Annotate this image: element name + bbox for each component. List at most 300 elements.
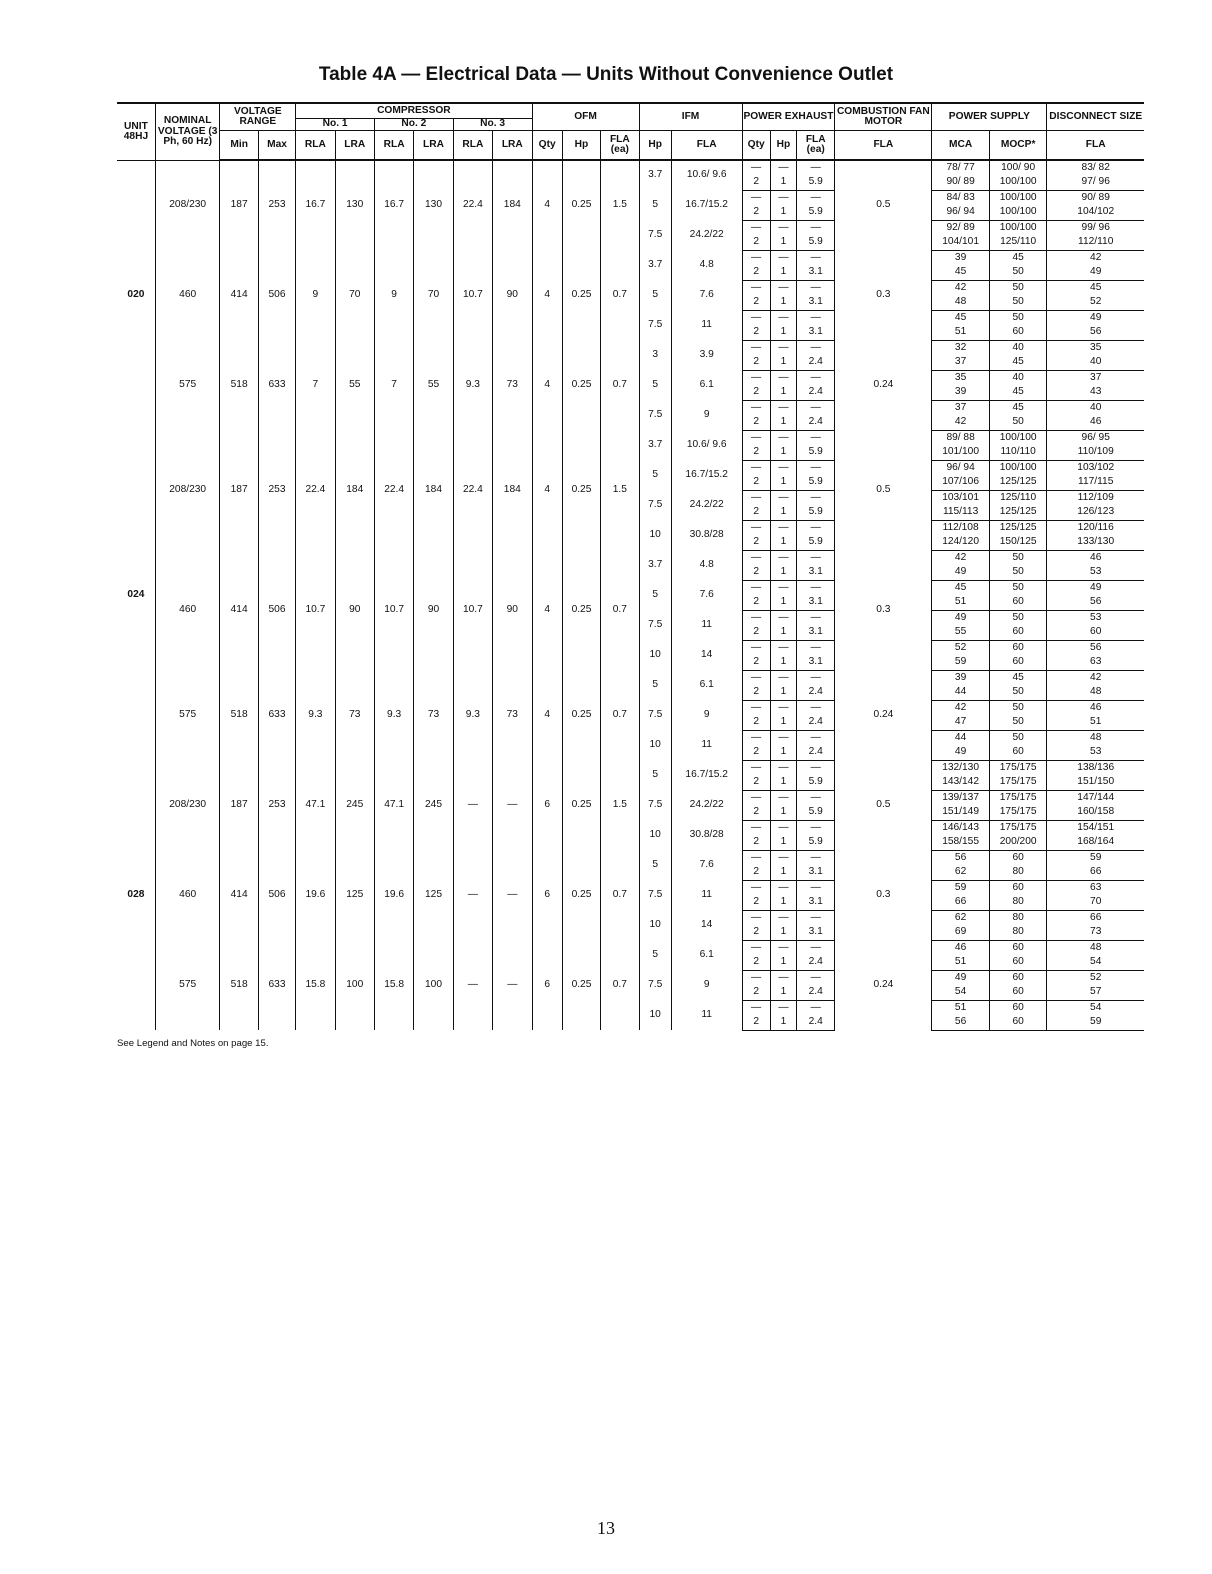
pe-hp-cell: 1 [770,355,796,370]
header-min: Min [220,130,258,160]
pe-qty-cell: — [742,790,770,805]
pe-fla-cell: — [797,220,835,235]
mca-cell: 42 [932,550,990,565]
pe-qty-cell: 2 [742,505,770,520]
c2-rla-cell: 15.8 [374,940,413,1030]
mocp-cell: 100/100 [989,175,1047,190]
combustion-fla-cell: 0.3 [835,250,932,340]
c1-lra-cell: 130 [335,160,374,250]
pe-hp-cell: 1 [770,715,796,730]
c2-rla-cell: 22.4 [374,430,413,550]
ifm-hp-cell: 10 [639,820,671,850]
c2-rla-cell: 9.3 [374,670,413,760]
mocp-cell: 50 [989,580,1047,595]
c2-lra-cell: 70 [414,250,453,340]
disconnect-fla-cell: 110/109 [1047,445,1144,460]
mca-cell: 49 [932,565,990,580]
c3-lra-cell: — [493,850,532,940]
mca-cell: 158/155 [932,835,990,850]
mca-cell: 54 [932,985,990,1000]
mca-cell: 89/ 88 [932,430,990,445]
pe-qty-cell: — [742,880,770,895]
pe-hp-cell: — [770,670,796,685]
c2-lra-cell: 245 [414,760,453,850]
disconnect-fla-cell: 35 [1090,341,1102,353]
pe-qty-cell: — [742,580,770,595]
pe-hp-cell: — [770,580,796,595]
pe-fla-cell: 3.1 [797,265,835,280]
mca-cell: 45 [932,310,990,325]
disconnect-fla-cell: 117/115 [1047,475,1144,490]
pe-qty-cell: — [742,670,770,685]
c1-rla-cell: 19.6 [296,850,335,940]
disconnect-fla-cell: 42 [1090,251,1102,263]
mca-cell: 78/ 77 [932,160,990,175]
voltage-min-cell: 518 [220,340,258,430]
pe-hp-cell: 1 [770,415,796,430]
mocp-cell: 45 [989,250,1047,265]
mocp-cell: 100/100 [989,220,1047,235]
c1-rla-cell: 22.4 [296,430,335,550]
mocp-cell: 175/175 [989,820,1047,835]
disconnect-fla-cell: 126/123 [1047,505,1144,520]
ifm-hp-cell: 7.5 [639,220,671,250]
pe-qty-cell: — [742,280,770,295]
pe-qty-cell: — [742,520,770,535]
table-row [117,940,1144,955]
pe-fla-cell: — [797,1000,835,1015]
pe-fla-cell: 5.9 [797,205,835,220]
c1-lra-cell: 90 [335,550,374,670]
ifm-hp-cell: 3.7 [639,430,671,460]
pe-qty-cell: 2 [742,475,770,490]
pe-qty-cell: — [742,850,770,865]
mca-cell: 39 [932,385,990,400]
table-row [117,340,1144,355]
mocp-cell: 175/175 [989,805,1047,820]
c2-lra-cell: 125 [414,850,453,940]
pe-qty-cell: 2 [742,235,770,250]
pe-qty-cell: — [742,190,770,205]
pe-fla-cell: 5.9 [797,445,835,460]
ifm-fla-cell: 16.7/15.2 [671,190,742,220]
mocp-cell: 45 [989,385,1047,400]
ifm-fla-cell: 4.8 [671,550,742,580]
mca-cell: 55 [932,625,990,640]
pe-qty-cell: — [742,400,770,415]
mocp-cell: 50 [989,715,1047,730]
pe-fla-cell: 2.4 [797,955,835,970]
combustion-fla-cell: 0.24 [835,940,932,1030]
ifm-fla-cell: 16.7/15.2 [671,460,742,490]
pe-hp-cell: — [770,490,796,505]
mca-cell: 66 [932,895,990,910]
pe-hp-cell: 1 [770,805,796,820]
pe-fla-cell: — [797,850,835,865]
disconnect-fla-cell: 51 [1047,715,1144,730]
ifm-fla-cell: 7.6 [671,580,742,610]
mocp-cell: 40 [989,370,1047,385]
ifm-hp-cell: 10 [639,910,671,940]
table-row [117,760,1144,775]
disconnect-fla-cell: 70 [1047,895,1144,910]
ifm-fla-cell: 11 [671,310,742,340]
c3-rla-cell: 22.4 [453,160,492,250]
mca-cell: 51 [932,325,990,340]
c3-rla-cell: 22.4 [453,430,492,550]
disconnect-fla-cell: 53 [1090,611,1102,623]
ifm-fla-cell: 9 [671,970,742,1000]
header-nominal-voltage: NOMINAL VOLTAGE (3 Ph, 60 Hz) [155,103,220,160]
ifm-fla-cell: 10.6/ 9.6 [671,430,742,460]
disconnect-fla-cell: 99/ 96 [1081,221,1110,233]
c3-lra-cell: 184 [493,430,532,550]
pe-qty-cell: 2 [742,925,770,940]
pe-fla-cell: — [797,460,835,475]
pe-fla-cell: — [797,760,835,775]
mocp-cell: 60 [989,985,1047,1000]
c1-rla-cell: 10.7 [296,550,335,670]
table-row [117,670,1144,685]
mca-cell: 151/149 [932,805,990,820]
disconnect-fla-cell: 120/116 [1077,521,1114,533]
ofm-hp-cell: 0.25 [562,550,600,670]
pe-qty-cell: 2 [742,1015,770,1030]
c2-lra-cell: 130 [414,160,453,250]
mocp-cell: 60 [989,325,1047,340]
mocp-cell: 45 [989,670,1047,685]
header-disconnect-size: DISCONNECT SIZE [1047,103,1144,130]
header-pe-fla: FLA (ea) [797,130,835,160]
pe-fla-cell: 5.9 [797,235,835,250]
disconnect-fla-cell: 42 [1090,671,1102,683]
ifm-hp-cell: 5 [639,460,671,490]
mca-cell: 46 [932,940,990,955]
disconnect-fla-cell: 147/144 [1077,791,1115,803]
ifm-fla-cell: 9 [671,400,742,430]
disconnect-fla-cell: 46 [1090,551,1102,563]
pe-hp-cell: — [770,970,796,985]
pe-fla-cell: — [797,400,835,415]
table-row [117,430,1144,445]
ofm-fla-cell: 0.7 [601,340,639,430]
ifm-fla-cell: 11 [671,610,742,640]
header-mca: MCA [932,130,990,160]
ifm-fla-cell: 30.8/28 [671,520,742,550]
ofm-fla-cell: 0.7 [601,550,639,670]
ofm-qty-cell: 4 [532,340,562,430]
ifm-fla-cell: 14 [671,640,742,670]
c3-lra-cell: — [493,940,532,1030]
header-ifm-hp: Hp [639,130,671,160]
footnote: See Legend and Notes on page 15. [117,1038,269,1049]
disconnect-fla-cell: 160/158 [1047,805,1144,820]
ofm-qty-cell: 4 [532,550,562,670]
header-ofm: OFM [532,103,639,130]
pe-qty-cell: 2 [742,775,770,790]
header-c1-lra: LRA [335,130,374,160]
pe-hp-cell: 1 [770,475,796,490]
pe-qty-cell: 2 [742,685,770,700]
mocp-cell: 60 [989,1000,1047,1015]
ifm-hp-cell: 3.7 [639,550,671,580]
ifm-fla-cell: 24.2/22 [671,790,742,820]
ifm-hp-cell: 3.7 [639,250,671,280]
mca-cell: 69 [932,925,990,940]
voltage-min-cell: 518 [220,670,258,760]
header-disconnect-fla: FLA [1047,130,1144,160]
c1-lra-cell: 100 [335,940,374,1030]
disconnect-fla-cell: 48 [1047,685,1144,700]
disconnect-fla-cell: 73 [1047,925,1144,940]
pe-fla-cell: — [797,730,835,745]
header-c1-rla: RLA [296,130,335,160]
ifm-fla-cell: 6.1 [671,940,742,970]
ifm-hp-cell: 7.5 [639,790,671,820]
header-compressor-no2: No. 2 [374,118,453,130]
mca-cell: 37 [932,400,990,415]
combustion-fla-cell: 0.5 [835,160,932,250]
disconnect-fla-cell: 83/ 82 [1081,161,1110,173]
pe-hp-cell: — [770,820,796,835]
pe-fla-cell: — [797,340,835,355]
mca-cell: 84/ 83 [932,190,990,205]
disconnect-fla-cell: 96/ 95 [1081,431,1110,443]
disconnect-fla-cell: 154/151 [1077,821,1115,833]
pe-qty-cell: 2 [742,865,770,880]
header-pe-hp: Hp [770,130,796,160]
header-max: Max [258,130,295,160]
disconnect-fla-cell: 43 [1047,385,1144,400]
pe-qty-cell: 2 [742,325,770,340]
disconnect-fla-cell: 45 [1090,281,1102,293]
disconnect-fla-cell: 138/136 [1077,761,1115,773]
pe-fla-cell: — [797,370,835,385]
pe-fla-cell: — [797,820,835,835]
header-power-exhaust: POWER EXHAUST [742,103,835,130]
disconnect-fla-cell: 40 [1090,401,1102,413]
disconnect-fla-cell: 59 [1047,1015,1144,1030]
mocp-cell: 150/125 [989,535,1047,550]
ifm-fla-cell: 16.7/15.2 [671,760,742,790]
ifm-hp-cell: 5 [639,580,671,610]
mca-cell: 42 [932,415,990,430]
c1-lra-cell: 125 [335,850,374,940]
pe-hp-cell: — [770,850,796,865]
pe-qty-cell: — [742,730,770,745]
pe-fla-cell: 2.4 [797,985,835,1000]
pe-fla-cell: 3.1 [797,865,835,880]
mca-cell: 59 [932,880,990,895]
ifm-hp-cell: 7.5 [639,310,671,340]
c2-rla-cell: 10.7 [374,550,413,670]
ifm-hp-cell: 5 [639,850,671,880]
mocp-cell: 60 [989,1015,1047,1030]
ifm-fla-cell: 24.2/22 [671,490,742,520]
disconnect-fla-cell: 66 [1047,865,1144,880]
ofm-fla-cell: 1.5 [601,430,639,550]
mca-cell: 146/143 [932,820,990,835]
header-ifm-fla: FLA [671,130,742,160]
pe-hp-cell: 1 [770,385,796,400]
ifm-hp-cell: 7.5 [639,400,671,430]
mca-cell: 112/108 [932,520,990,535]
mocp-cell: 45 [989,355,1047,370]
pe-fla-cell: 5.9 [797,805,835,820]
c3-rla-cell: — [453,940,492,1030]
pe-qty-cell: — [742,310,770,325]
pe-fla-cell: 3.1 [797,655,835,670]
header-pe-qty: Qty [742,130,770,160]
mca-cell: 39 [932,670,990,685]
mca-cell: 107/106 [932,475,990,490]
ofm-hp-cell: 0.25 [562,340,600,430]
voltage-max-cell: 633 [258,940,295,1030]
ifm-hp-cell: 7.5 [639,700,671,730]
table-body [117,160,1144,1030]
header-c3-rla: RLA [453,130,492,160]
pe-hp-cell: — [770,520,796,535]
pe-fla-cell: 5.9 [797,475,835,490]
pe-hp-cell: — [770,370,796,385]
header-voltage-range: VOLTAGE RANGE [220,103,296,130]
ifm-fla-cell: 11 [671,1000,742,1030]
disconnect-fla-cell: 56 [1090,641,1102,653]
mca-cell: 44 [932,730,990,745]
disconnect-fla-cell: 56 [1047,325,1144,340]
mca-cell: 49 [932,745,990,760]
disconnect-fla-cell: 52 [1090,971,1102,983]
pe-fla-cell: — [797,640,835,655]
pe-fla-cell: — [797,610,835,625]
pe-fla-cell: 5.9 [797,535,835,550]
voltage-max-cell: 253 [258,430,295,550]
mocp-cell: 50 [989,550,1047,565]
disconnect-fla-cell: 49 [1047,265,1144,280]
disconnect-fla-cell: 66 [1090,911,1102,923]
c2-lra-cell: 73 [414,670,453,760]
disconnect-fla-cell: 49 [1090,581,1102,593]
pe-hp-cell: — [770,160,796,175]
ifm-hp-cell: 10 [639,730,671,760]
voltage-min-cell: 187 [220,430,258,550]
ifm-fla-cell: 30.8/28 [671,820,742,850]
pe-hp-cell: 1 [770,835,796,850]
nominal-voltage-cell: 208/230 [155,430,220,550]
pe-hp-cell: 1 [770,175,796,190]
disconnect-fla-cell: 59 [1090,851,1102,863]
pe-qty-cell: 2 [742,265,770,280]
pe-qty-cell: 2 [742,205,770,220]
pe-qty-cell: 2 [742,895,770,910]
ifm-hp-cell: 7.5 [639,970,671,1000]
mocp-cell: 125/110 [989,490,1047,505]
pe-fla-cell: 5.9 [797,775,835,790]
unit-cell: 024 [117,430,155,760]
ifm-hp-cell: 7.5 [639,610,671,640]
pe-qty-cell: — [742,970,770,985]
ifm-hp-cell: 7.5 [639,490,671,520]
pe-fla-cell: — [797,550,835,565]
pe-hp-cell: — [770,1000,796,1015]
mocp-cell: 60 [989,850,1047,865]
c2-rla-cell: 9 [374,250,413,340]
ofm-fla-cell: 1.5 [601,160,639,250]
c3-lra-cell: 90 [493,550,532,670]
disconnect-fla-cell: 48 [1090,731,1102,743]
mca-cell: 96/ 94 [932,460,990,475]
ifm-fla-cell: 6.1 [671,670,742,700]
pe-fla-cell: 3.1 [797,625,835,640]
pe-hp-cell: — [770,790,796,805]
disconnect-fla-cell: 57 [1047,985,1144,1000]
pe-qty-cell: — [742,940,770,955]
pe-fla-cell: — [797,700,835,715]
nominal-voltage-cell: 575 [155,940,220,1030]
disconnect-fla-cell: 103/102 [1077,461,1115,473]
voltage-max-cell: 253 [258,760,295,850]
pe-hp-cell: — [770,940,796,955]
disconnect-fla-cell: 40 [1047,355,1144,370]
mocp-cell: 175/175 [989,790,1047,805]
ifm-fla-cell: 24.2/22 [671,220,742,250]
mocp-cell: 50 [989,565,1047,580]
mca-cell: 44 [932,685,990,700]
mocp-cell: 60 [989,655,1047,670]
ofm-hp-cell: 0.25 [562,850,600,940]
disconnect-fla-cell: 54 [1090,1001,1102,1013]
pe-hp-cell: 1 [770,235,796,250]
pe-hp-cell: 1 [770,985,796,1000]
ifm-fla-cell: 14 [671,910,742,940]
pe-hp-cell: — [770,250,796,265]
c3-rla-cell: 9.3 [453,670,492,760]
mca-cell: 51 [932,955,990,970]
mocp-cell: 100/100 [989,205,1047,220]
header-ofm-qty: Qty [532,130,562,160]
pe-qty-cell: — [742,250,770,265]
voltage-max-cell: 506 [258,550,295,670]
header-ofm-hp: Hp [562,130,600,160]
pe-hp-cell: 1 [770,625,796,640]
header-ifm: IFM [639,103,742,130]
mca-cell: 49 [932,610,990,625]
pe-fla-cell: 2.4 [797,685,835,700]
c1-lra-cell: 70 [335,250,374,340]
voltage-max-cell: 633 [258,670,295,760]
header-c2-rla: RLA [374,130,413,160]
mocp-cell: 45 [989,400,1047,415]
mca-cell: 132/130 [932,760,990,775]
mca-cell: 124/120 [932,535,990,550]
mocp-cell: 60 [989,970,1047,985]
pe-qty-cell: 2 [742,625,770,640]
pe-qty-cell: — [742,370,770,385]
mocp-cell: 50 [989,295,1047,310]
pe-fla-cell: 2.4 [797,745,835,760]
mca-cell: 104/101 [932,235,990,250]
pe-fla-cell: — [797,910,835,925]
mocp-cell: 100/100 [989,190,1047,205]
disconnect-fla-cell: 49 [1090,311,1102,323]
voltage-min-cell: 187 [220,160,258,250]
pe-fla-cell: — [797,520,835,535]
header-unit: UNIT 48HJ [117,103,155,160]
c2-rla-cell: 7 [374,340,413,430]
mocp-cell: 50 [989,700,1047,715]
pe-fla-cell: 2.4 [797,415,835,430]
ofm-qty-cell: 4 [532,670,562,760]
